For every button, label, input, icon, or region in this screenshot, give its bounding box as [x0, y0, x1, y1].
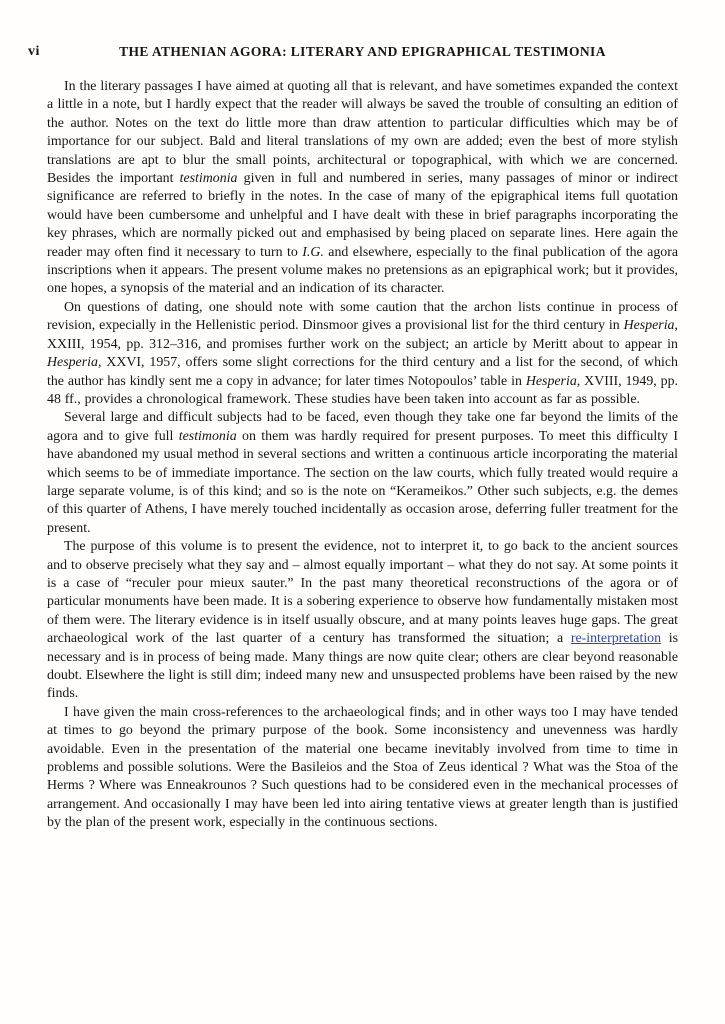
- text-run: , XXVI, 1957, offers some slight corrections for the third century and a list for the second, of which the author has kindly sent me a copy in advance; for later times Notopoulos’ table in: [47, 355, 678, 389]
- paragraph-5: [47, 704, 678, 833]
- text-run: , XXIII, 1954, pp. 312–316, and promises further work on the subject; an article by Meritt about to appear in: [47, 318, 678, 352]
- text-run: I have given the main cross-references to the archaeological finds; and in other ways too I may have tended at times to go beyond the primary purpose of the book. Some inconsistency and unevenness was hardly avoidable. Even in the presentation of the material one became inevitably involved from time to time in problems and possible solutions. Were the Basileios and the Stoa of Zeus identical ? What was the Stoa of the Herms ? Where was Enneakrounos ? Such questions had to be considered even in the mechanical processes of arrangement. And occasionally I may have been led into airing tentative views at greater length than is justified by the plan of the present work, especially in the continuous sections.: [47, 704, 678, 831]
- text-run: on them was hardly required for present purposes. To meet this difficulty I have abandoned my usual method in several sections and written a continuous article incorporating the material which seems to be of immediate importance. The section on the law courts, which fully treated would require a large separate volume, is of this kind; and so is the note on “Kerameikos.” Other such subjects, e.g. the demes of this quarter of Athens, I have merely touched incidentally as occasion arose, deferring fuller treatment for the present.: [47, 428, 678, 536]
- italic-run: Hesperia: [623, 318, 675, 334]
- italic-run: Hesperia: [47, 355, 98, 371]
- page-number: vi: [28, 44, 40, 59]
- paragraph-2: [47, 299, 678, 409]
- text-run: On questions of dating, one should note with some caution that the archon lists continue in process of revision, expecially in the Hellenistic period. Dinsmoor gives a provisional list for the third century in: [47, 299, 678, 334]
- text-run: given in full and numbered in series, many passages of minor or indirect significance are referred to briefly in the notes. In the case of many of the epigraphical items full quotation would have been cumbersome and unhelpful and I have dealt with these in brief paragraphs incorporating the key phrases, which are normally picked out and emphasised by being placed on separate lines. Here again the reader may often find it necessary to turn to: [47, 171, 679, 260]
- italic-run: testimonia: [178, 428, 237, 444]
- text-run: , XVIII, 1949, pp. 48 ff., provides a chronological framework. These studies have been taken into account as far as possible.: [47, 373, 679, 407]
- paragraph-4: [47, 538, 678, 704]
- italic-run: testimonia: [179, 171, 238, 187]
- italic-run: Hesperia: [525, 373, 577, 389]
- text-run: The purpose of this volume is to present the evidence, not to interpret it, to go back to the ancient sources and to observe precisely what they say and – almost equally important – what they do not say. At some points it is a case of “reculer pour mieux sauter.” In the past many theoretical reconstructions of the agora or of particular monuments have been made. It is a sobering experience to observe how fundamentally mistaken most of them were. The literary evidence is in itself usually obscure, and at many points leaves huge gaps. The great archaeological work of the last quarter of a century has transformed the situation; a: [47, 539, 678, 647]
- paragraph-1: [47, 78, 678, 299]
- running-header-title: THE ATHENIAN AGORA: LITERARY AND EPIGRAPHICAL TESTIMONIA: [119, 44, 606, 59]
- page-body: [47, 78, 678, 833]
- text-run: and elsewhere, especially to the final publication of the agora inscriptions when it appears. The present volume makes no pretensions as an epigraphical work; but it provides, one hopes, a synopsis of the material and an indication of its character.: [47, 244, 678, 297]
- running-head: [28, 44, 678, 62]
- text-run: is necessary and is in process of being made. Many things are now quite clear; others are clear beyond reasonable doubt. Elsewhere the light is still dim; indeed many new and unsuspected problems have been raised by the new finds.: [47, 631, 679, 702]
- italic-run: I.G.: [302, 244, 324, 260]
- text-run: In the literary passages I have aimed at quoting all that is relevant, and have sometimes expanded the context a little in a note, but I hardly expect that the reader will always be saved the trouble of consulting an edition of the author. Notes on the text do little more than draw attention to particular difficulties which may be of importance for our subject. Bald and literal translations of my own are added; even the best of more stylish translations are apt to blur the small points, architectural or topographical, with which we are concerned. Besides the important: [47, 79, 678, 187]
- text-run: Several large and difficult subjects had to be faced, even though they take one far beyond the limits of the agora and to give full: [47, 410, 678, 444]
- re-interpretation-link[interactable]: re-interpretation: [570, 631, 662, 647]
- paragraph-3: [47, 409, 678, 538]
